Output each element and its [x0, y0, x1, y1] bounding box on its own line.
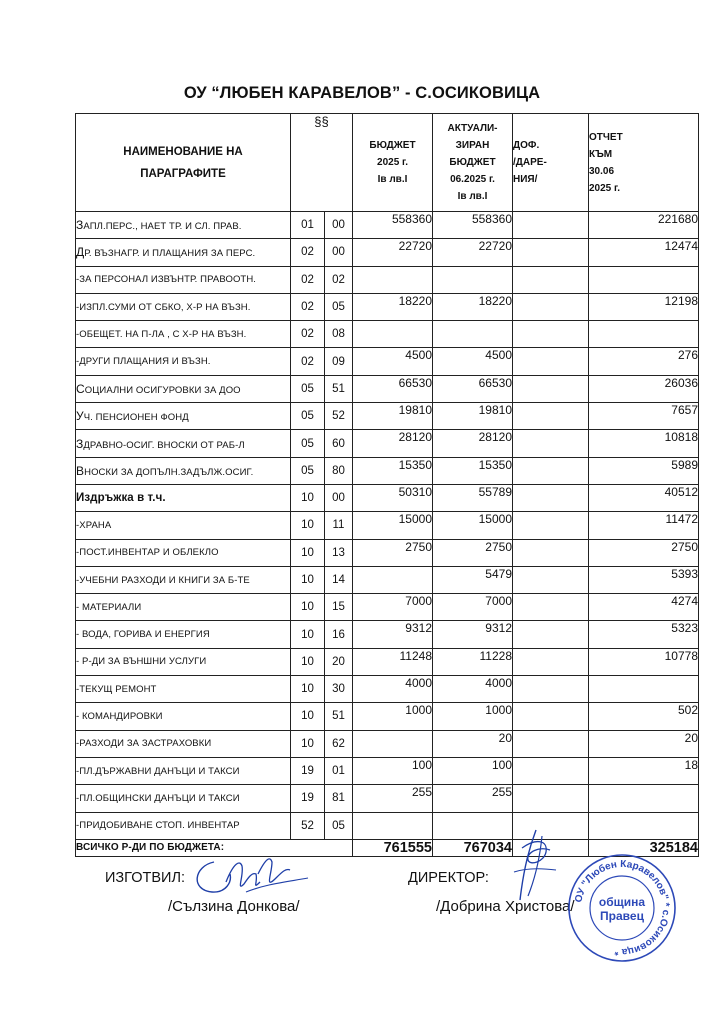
actual-budget-value: 255 — [433, 785, 513, 812]
paragraph-name-text: -ИЗПЛ.СУМИ ОТ СБКО, Х-Р НА ВЪЗН. — [76, 301, 251, 313]
paragraph-name-text: Издръжка в т.ч. — [76, 492, 166, 505]
budget-value: 9312 — [353, 621, 433, 648]
paragraph-code: 10 — [291, 676, 325, 703]
page-title: ОУ “ЛЮБЕН КАРАВЕЛОВ” - С.ОСИКОВИЦА — [183, 84, 541, 102]
actual-budget-value: 15000 — [433, 512, 513, 539]
paragraph-name — [76, 621, 291, 648]
table-row — [76, 266, 699, 293]
paragraph-name — [76, 566, 291, 593]
header-actual-line: 06.2025 г. — [450, 174, 495, 185]
paragraph-name-initial: Д — [76, 245, 85, 260]
report-value: 40512 — [589, 484, 699, 511]
paragraph-name-text: НОСКИ ЗА ДОПЪЛН.ЗАДЪЛЖ.ОСИГ. — [84, 466, 254, 478]
paragraph-code: 02 — [291, 348, 325, 375]
paragraph-name — [76, 239, 291, 266]
seal-center-line2: Правец — [600, 909, 644, 923]
paragraph-code: 02 — [291, 266, 325, 293]
table-row — [76, 430, 699, 457]
subparagraph-code: 00 — [325, 484, 353, 511]
paragraph-name — [76, 648, 291, 675]
report-value — [589, 266, 699, 293]
header-name-column — [76, 114, 291, 212]
paragraph-code: 10 — [291, 648, 325, 675]
table-row — [76, 703, 699, 730]
subparagraph-code: 14 — [325, 566, 353, 593]
donation-value — [513, 321, 589, 348]
director-label: ДИРЕКТОР: — [408, 870, 489, 886]
header-name-line2: ПАРАГРАФИТЕ — [140, 167, 226, 180]
header-budget-line: 2025 г. — [377, 157, 408, 168]
total-label: ВСИЧКО Р-ДИ ПО БЮДЖЕТА: — [76, 839, 353, 856]
paragraph-name — [76, 594, 291, 621]
table-header-row — [76, 114, 699, 212]
paragraph-name-text: -ДРУГИ ПЛАЩАНИЯ И ВЪЗН. — [76, 356, 211, 368]
report-value: 4274 — [589, 594, 699, 621]
actual-budget-value: 20 — [433, 730, 513, 757]
table-row — [76, 239, 699, 266]
table-row — [76, 785, 699, 812]
subparagraph-code: 15 — [325, 594, 353, 621]
paragraph-code: 10 — [291, 512, 325, 539]
table-row — [76, 348, 699, 375]
header-report-line: КЪМ — [589, 148, 613, 160]
budget-value: 2750 — [353, 539, 433, 566]
donation-value — [513, 484, 589, 511]
subparagraph-code: 13 — [325, 539, 353, 566]
paragraph-name-initial: С — [76, 381, 85, 396]
paragraph-name-text: -ХРАНА — [76, 519, 112, 531]
subparagraph-code: 11 — [325, 512, 353, 539]
paragraph-code: 02 — [291, 321, 325, 348]
header-donations-line: /ДАРЕ- — [513, 157, 547, 168]
actual-budget-value — [433, 812, 513, 839]
budget-value — [353, 266, 433, 293]
paragraph-name — [76, 785, 291, 812]
donation-value — [513, 621, 589, 648]
subparagraph-code: 16 — [325, 621, 353, 648]
budget-value: 50310 — [353, 484, 433, 511]
paragraph-code: 19 — [291, 785, 325, 812]
school-seal — [566, 852, 678, 964]
header-report-line: 30.06 — [589, 165, 615, 177]
total-report: 325184 — [589, 839, 699, 856]
paragraph-name — [76, 730, 291, 757]
report-value — [589, 321, 699, 348]
paragraph-name — [76, 266, 291, 293]
table-row — [76, 730, 699, 757]
paragraph-name-text: -ПОСТ.ИНВЕНТАР И ОБЛЕКЛО — [76, 547, 219, 559]
paragraph-code: 01 — [291, 212, 325, 239]
budget-value: 28120 — [353, 430, 433, 457]
paragraph-name — [76, 676, 291, 703]
header-actual-column — [433, 114, 513, 212]
paragraph-name — [76, 212, 291, 239]
donation-value — [513, 266, 589, 293]
donation-value — [513, 403, 589, 430]
donation-value — [513, 539, 589, 566]
donation-value — [513, 785, 589, 812]
paragraph-code: 05 — [291, 457, 325, 484]
budget-value: 100 — [353, 757, 433, 784]
report-value: 11472 — [589, 512, 699, 539]
actual-budget-value: 28120 — [433, 430, 513, 457]
budget-value: 66530 — [353, 375, 433, 402]
budget-value: 15350 — [353, 457, 433, 484]
paragraph-name-text: -УЧЕБНИ РАЗХОДИ И КНИГИ ЗА Б-ТЕ — [76, 574, 250, 586]
donation-value — [513, 703, 589, 730]
subparagraph-code: 30 — [325, 676, 353, 703]
paragraph-name-text: - МАТЕРИАЛИ — [76, 601, 142, 613]
subparagraph-code: 80 — [325, 457, 353, 484]
paragraph-name-initial: У — [76, 409, 84, 424]
paragraph-name-initial: В — [76, 463, 85, 478]
paragraph-name — [76, 430, 291, 457]
budget-value: 22720 — [353, 239, 433, 266]
subparagraph-code: 01 — [325, 757, 353, 784]
prepared-by-name: /Сълзина Донкова/ — [168, 898, 300, 915]
actual-budget-value: 18220 — [433, 293, 513, 320]
header-actual-line: АКТУАЛИ- — [447, 123, 498, 134]
table-row — [76, 648, 699, 675]
budget-value: 19810 — [353, 403, 433, 430]
table-row — [76, 621, 699, 648]
paragraph-name-text: -ЗА ПЕРСОНАЛ ИЗВЪНТР. ПРАВООТН. — [76, 274, 257, 286]
paragraph-code: 05 — [291, 375, 325, 402]
paragraph-code: 10 — [291, 484, 325, 511]
paragraph-code: 52 — [291, 812, 325, 839]
budget-value — [353, 566, 433, 593]
donation-value — [513, 375, 589, 402]
subparagraph-code: 81 — [325, 785, 353, 812]
actual-budget-value: 15350 — [433, 457, 513, 484]
table-row — [76, 403, 699, 430]
actual-budget-value: 558360 — [433, 212, 513, 239]
actual-budget-value — [433, 321, 513, 348]
report-value — [589, 812, 699, 839]
donation-value — [513, 457, 589, 484]
header-actual-line: БЮДЖЕТ — [449, 157, 496, 168]
donation-value — [513, 239, 589, 266]
actual-budget-value: 7000 — [433, 594, 513, 621]
header-actual-line: ЗИРАН — [455, 140, 490, 151]
subparagraph-code: 02 — [325, 266, 353, 293]
subparagraph-code: 62 — [325, 730, 353, 757]
subparagraph-code: 00 — [325, 212, 353, 239]
total-budget: 761555 — [353, 839, 433, 856]
actual-budget-value — [433, 266, 513, 293]
subparagraph-code: 00 — [325, 239, 353, 266]
paragraph-name — [76, 457, 291, 484]
paragraph-name-text: - Р-ДИ ЗА ВЪНШНИ УСЛУГИ — [76, 656, 207, 668]
table-row — [76, 212, 699, 239]
paragraph-name-text: Р. ВЪЗНАГР. И ПЛАЩАНИЯ ЗА ПЕРС. — [84, 248, 256, 260]
paragraph-name-text: -ПЛ.ДЪРЖАВНИ ДАНЪЦИ И ТАКСИ — [76, 765, 240, 777]
report-value: 2750 — [589, 539, 699, 566]
paragraph-name-text: -ПРИДОБИВАНЕ СТОП. ИНВЕНТАР — [76, 820, 240, 832]
table-body — [76, 212, 699, 840]
table-row — [76, 512, 699, 539]
paragraph-name-text: -ОБЕЩЕТ. НА П-ЛА , С Х-Р НА ВЪЗН. — [76, 328, 247, 340]
report-value: 10778 — [589, 648, 699, 675]
paragraph-name-text: Ч. ПЕНСИОНЕН ФОНД — [83, 412, 189, 424]
actual-budget-value: 22720 — [433, 239, 513, 266]
donation-value — [513, 212, 589, 239]
table-row — [76, 812, 699, 839]
donation-value — [513, 430, 589, 457]
header-section-column: §§ — [291, 114, 353, 212]
header-report-line: ОТЧЕТ — [589, 131, 623, 143]
donation-value — [513, 348, 589, 375]
report-value: 502 — [589, 703, 699, 730]
actual-budget-value: 100 — [433, 757, 513, 784]
paragraph-code: 19 — [291, 757, 325, 784]
paragraph-name-initial: З — [76, 436, 84, 451]
header-donations-column — [513, 114, 589, 212]
table-row — [76, 375, 699, 402]
actual-budget-value: 4500 — [433, 348, 513, 375]
budget-value: 1000 — [353, 703, 433, 730]
header-report-column — [589, 114, 699, 212]
table-row — [76, 293, 699, 320]
paragraph-name-text: - КОМАНДИРОВКИ — [76, 710, 163, 722]
budget-value: 4500 — [353, 348, 433, 375]
report-value: 20 — [589, 730, 699, 757]
budget-value: 15000 — [353, 512, 433, 539]
actual-budget-value: 19810 — [433, 403, 513, 430]
header-budget-line: БЮДЖЕТ — [369, 140, 416, 151]
paragraph-name-text: ДРАВНО-ОСИГ. ВНОСКИ ОТ РАБ-Л — [83, 439, 245, 451]
paragraph-name-text: -ПЛ.ОБЩИНСКИ ДАНЪЦИ И ТАКСИ — [76, 792, 240, 804]
paragraph-name — [76, 812, 291, 839]
donation-value — [513, 293, 589, 320]
paragraph-code: 10 — [291, 621, 325, 648]
report-value: 10818 — [589, 430, 699, 457]
report-value: 12198 — [589, 293, 699, 320]
paragraph-name — [76, 757, 291, 784]
donation-value — [513, 648, 589, 675]
director-signature — [506, 826, 566, 906]
budget-value: 11248 — [353, 648, 433, 675]
table-row — [76, 594, 699, 621]
report-value: 5989 — [589, 457, 699, 484]
paragraph-code: 05 — [291, 403, 325, 430]
report-value: 26036 — [589, 375, 699, 402]
budget-value: 18220 — [353, 293, 433, 320]
report-value: 5323 — [589, 621, 699, 648]
paragraph-code: 02 — [291, 239, 325, 266]
header-name-line1: НАИМЕНОВАНИЕ НА — [123, 145, 243, 158]
donation-value — [513, 676, 589, 703]
paragraph-name — [76, 403, 291, 430]
table-row — [76, 484, 699, 511]
report-value: 7657 — [589, 403, 699, 430]
paragraph-code: 10 — [291, 730, 325, 757]
prepared-by-label: ИЗГОТВИЛ: — [105, 870, 185, 886]
prepared-signature — [186, 852, 316, 902]
subparagraph-code: 05 — [325, 812, 353, 839]
donation-value — [513, 594, 589, 621]
report-value: 5393 — [589, 566, 699, 593]
subparagraph-code: 09 — [325, 348, 353, 375]
paragraph-name-text: -РАЗХОДИ ЗА ЗАСТРАХОВКИ — [76, 738, 212, 750]
actual-budget-value: 11228 — [433, 648, 513, 675]
budget-value — [353, 812, 433, 839]
paragraph-code: 10 — [291, 594, 325, 621]
header-budget-line: Iв лв.I — [377, 174, 408, 185]
budget-value: 7000 — [353, 594, 433, 621]
report-value: 18 — [589, 757, 699, 784]
subparagraph-code: 60 — [325, 430, 353, 457]
paragraph-name-text: ОЦИАЛНИ ОСИГУРОВКИ ЗА ДОО — [84, 384, 241, 396]
table-row — [76, 676, 699, 703]
actual-budget-value: 5479 — [433, 566, 513, 593]
table-row — [76, 539, 699, 566]
report-value — [589, 676, 699, 703]
paragraph-code: 10 — [291, 703, 325, 730]
paragraph-name — [76, 703, 291, 730]
subparagraph-code: 52 — [325, 403, 353, 430]
donation-value — [513, 566, 589, 593]
budget-value: 558360 — [353, 212, 433, 239]
paragraph-name — [76, 321, 291, 348]
actual-budget-value: 4000 — [433, 676, 513, 703]
subparagraph-code: 08 — [325, 321, 353, 348]
subparagraph-code: 51 — [325, 375, 353, 402]
report-value: 12474 — [589, 239, 699, 266]
report-value: 221680 — [589, 212, 699, 239]
header-donations-line: НИЯ/ — [513, 174, 538, 185]
paragraph-code: 10 — [291, 539, 325, 566]
paragraph-code: 02 — [291, 293, 325, 320]
donation-value — [513, 757, 589, 784]
paragraph-name-initial: З — [76, 218, 84, 233]
actual-budget-value: 1000 — [433, 703, 513, 730]
paragraph-name — [76, 484, 291, 511]
budget-value: 255 — [353, 785, 433, 812]
header-actual-line: Iв лв.I — [457, 191, 488, 202]
table-row — [76, 457, 699, 484]
paragraph-name-text: - ВОДА, ГОРИВА И ЕНЕРГИЯ — [76, 629, 210, 641]
total-actual: 767034 — [433, 839, 513, 856]
subparagraph-code: 05 — [325, 293, 353, 320]
subparagraph-code: 51 — [325, 703, 353, 730]
actual-budget-value: 55789 — [433, 484, 513, 511]
header-budget-column — [353, 114, 433, 212]
paragraph-name — [76, 512, 291, 539]
paragraph-name — [76, 293, 291, 320]
donation-value — [513, 730, 589, 757]
header-donations-line: ДОФ. — [513, 140, 540, 151]
budget-value — [353, 730, 433, 757]
seal-ring-text: ОУ "Любен Каравелов" * с.Осиковица * — [573, 858, 672, 958]
table-row — [76, 566, 699, 593]
paragraph-code: 05 — [291, 430, 325, 457]
actual-budget-value: 66530 — [433, 375, 513, 402]
paragraph-name — [76, 539, 291, 566]
budget-table — [75, 113, 699, 857]
table-row — [76, 757, 699, 784]
paragraph-name-text: -ТЕКУЩ РЕМОНТ — [76, 683, 157, 695]
director-name: /Добрина Христова/ — [436, 898, 575, 915]
subparagraph-code: 20 — [325, 648, 353, 675]
paragraph-name — [76, 375, 291, 402]
actual-budget-value: 2750 — [433, 539, 513, 566]
table-row — [76, 321, 699, 348]
budget-value — [353, 321, 433, 348]
actual-budget-value: 9312 — [433, 621, 513, 648]
seal-center-line1: община — [598, 895, 646, 909]
paragraph-code: 10 — [291, 566, 325, 593]
report-value: 276 — [589, 348, 699, 375]
donation-value — [513, 512, 589, 539]
header-report-line: 2025 г. — [589, 182, 620, 194]
paragraph-name — [76, 348, 291, 375]
report-value — [589, 785, 699, 812]
budget-value: 4000 — [353, 676, 433, 703]
paragraph-name-text: АПЛ.ПЕРС., НАЕТ ТР. И СЛ. ПРАВ. — [83, 221, 242, 233]
